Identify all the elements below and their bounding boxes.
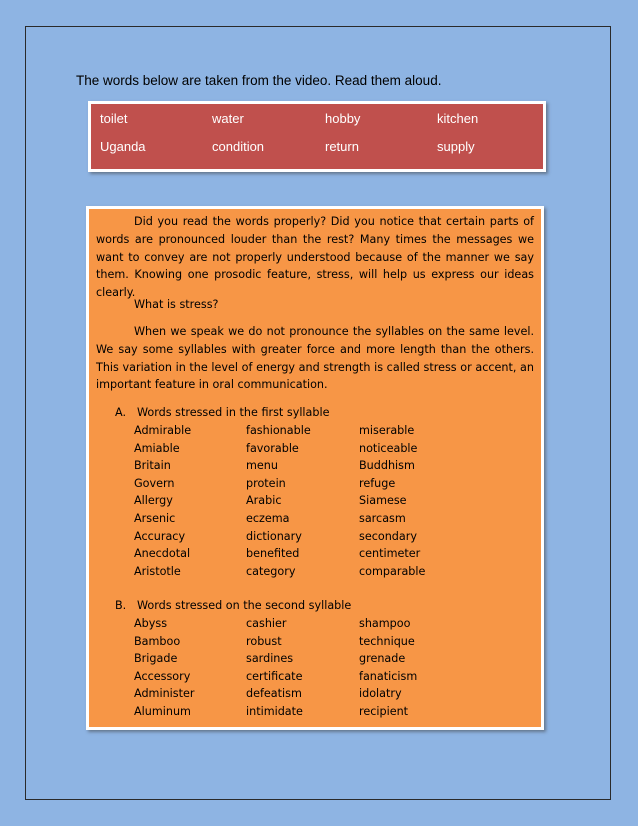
word-list-row [134, 565, 474, 583]
word-list-item: fashionable [246, 424, 311, 437]
section-marker: B. [115, 599, 127, 612]
word-list-row [134, 530, 474, 548]
word-list-item: technique [359, 634, 415, 648]
word-row [100, 111, 543, 131]
word-list-item: dictionary [246, 529, 302, 543]
word-list-item: category [246, 564, 296, 578]
word-list-item: grenade [359, 652, 406, 666]
intro-paragraph: Did you read the words properly? Did you notice that certain parts of words are pronounced louder than the rest? Many times the messages we want to convey are not properly understood because of the manner we say them. Knowing one prosodic feature, stress, will help us express our ideas clearly. [96, 215, 534, 300]
word-list-item: refuge [359, 476, 396, 490]
word-list-row [134, 494, 474, 512]
word-list-item: Accessory [134, 669, 191, 683]
word-list-item: centimeter [359, 547, 421, 561]
vocabulary-word-box [88, 101, 546, 172]
word-list-item: shampoo [359, 617, 411, 630]
word-list-item: favorable [246, 441, 299, 455]
word-list-item: sarcasm [359, 511, 406, 525]
word-list-item: Accuracy [134, 529, 186, 543]
word-list-item: Administer [134, 687, 195, 701]
word-list-row [134, 512, 474, 530]
word-list-item: robust [246, 634, 282, 648]
word-list-row [134, 617, 474, 635]
word-list-item: intimidate [246, 704, 303, 718]
word-list-row [134, 424, 474, 442]
word-list-item: Siamese [359, 494, 407, 508]
vocabulary-word: return [325, 139, 359, 154]
section-heading-second-syllable [115, 599, 351, 612]
section-title: Words stressed in the first syllable [137, 406, 330, 419]
word-list-item: sardines [246, 652, 294, 666]
word-list-item: idolatry [359, 687, 402, 701]
word-list-item: menu [246, 459, 278, 473]
vocabulary-word: hobby [325, 111, 361, 126]
word-list-item: eczema [246, 511, 290, 525]
word-list-item: Britain [134, 459, 171, 473]
word-list-item: Govern [134, 476, 175, 490]
word-list-item: Aristotle [134, 564, 181, 578]
word-list-item: Abyss [134, 617, 168, 630]
word-list-item: certificate [246, 669, 303, 683]
vocabulary-word: water [212, 111, 244, 126]
word-list-item: secondary [359, 529, 417, 543]
section-heading-first-syllable [115, 406, 330, 419]
word-list-second-syllable [134, 617, 474, 723]
word-list-row [134, 547, 474, 565]
word-list-item: comparable [359, 564, 426, 578]
word-list-item: Brigade [134, 652, 178, 666]
word-list-row [134, 705, 474, 723]
vocabulary-word: supply [437, 139, 475, 154]
word-list-item: recipient [359, 704, 409, 718]
word-list-item: defeatism [246, 687, 302, 701]
word-list-row [134, 635, 474, 653]
word-list-item: fanaticism [359, 669, 418, 683]
vocabulary-word: kitchen [437, 111, 479, 126]
word-list-item: Buddhism [359, 459, 415, 473]
word-list-row [134, 459, 474, 477]
vocabulary-word: condition [212, 139, 265, 154]
word-list-item: Allergy [134, 494, 173, 508]
word-row [100, 139, 543, 159]
word-list-item: Arsenic [134, 511, 176, 525]
word-list-item: cashier [246, 617, 287, 630]
word-list-item: Anecdotal [134, 547, 191, 561]
section-marker: A. [115, 406, 127, 419]
word-list-item: Arabic [246, 494, 282, 508]
word-list-item: miserable [359, 424, 415, 437]
intro-instruction: The words below are taken from the video. Read them aloud. [76, 73, 442, 88]
question-heading: What is stress? [134, 298, 219, 311]
word-list-row [134, 670, 474, 688]
word-list-item: Amiable [134, 441, 180, 455]
stress-lesson-box [86, 206, 544, 730]
word-list-first-syllable [134, 424, 474, 582]
word-list-item: noticeable [359, 441, 418, 455]
vocabulary-word: toilet [100, 111, 128, 126]
word-list-item: Admirable [134, 424, 192, 437]
word-list-row [134, 442, 474, 460]
section-title: Words stressed on the second syllable [137, 599, 352, 612]
word-list-row [134, 687, 474, 705]
word-list-item: benefited [246, 547, 300, 561]
word-list-item: Aluminum [134, 704, 191, 718]
word-list-row [134, 652, 474, 670]
word-list-item: Bamboo [134, 634, 181, 648]
vocabulary-word: Uganda [100, 139, 146, 154]
definition-paragraph: When we speak we do not pronounce the syllables on the same level. We say some syllables with greater force and more length than the others. This variation in the level of energy and strength is called stress or accent, an important feature in oral communication. [96, 325, 534, 392]
word-list-item: protein [246, 476, 286, 490]
word-list-row [134, 477, 474, 495]
